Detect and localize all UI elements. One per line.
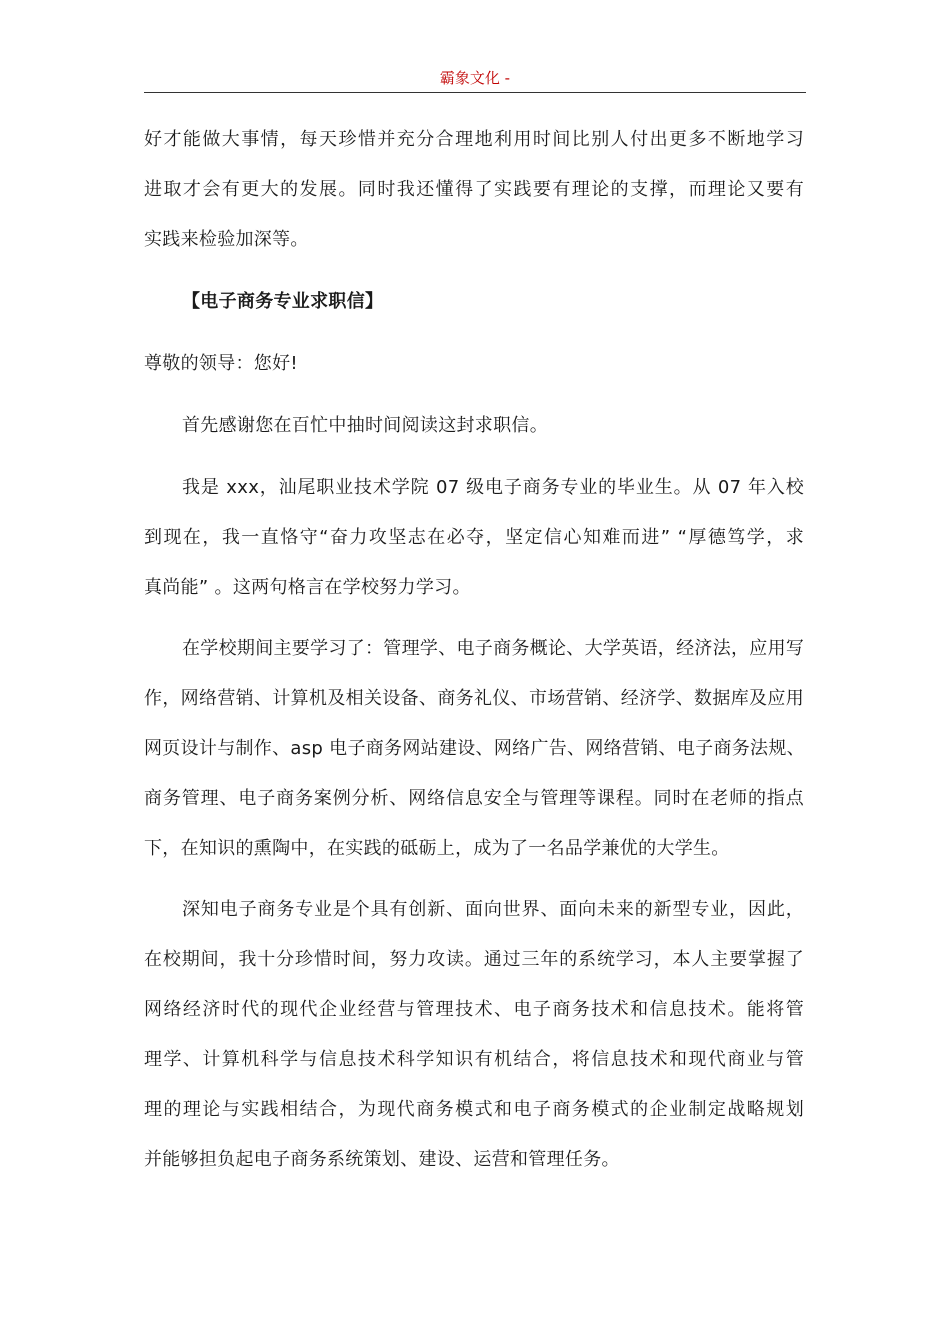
salutation: 尊敬的领导：您好! [144,353,298,374]
paragraph-line: 理的理论与实践相结合，为现代商务模式和电子商务模式的企业制定战略规划 [144,1099,804,1120]
paragraph-line: 作，网络营销、计算机及相关设备、商务礼仪、市场营销、经济学、数据库及应用 [144,688,804,709]
paragraph-line: 网络经济时代的现代企业经营与管理技术、电子商务技术和信息技术。能将管 [144,999,804,1020]
paragraph-line: 在学校期间主要学习了：管理学、电子商务概论、大学英语，经济法，应用写 [182,638,805,659]
paragraph-line: 真尚能” 。这两句格言在学校努力学习。 [144,577,471,598]
paragraph-line: 进取才会有更大的发展。同时我还懂得了实践要有理论的支撑，而理论又要有 [144,179,804,200]
header-title: 霸象文化 - [439,69,511,87]
paragraph-line: 网页设计与制作、asp 电子商务网站建设、网络广告、网络营销、电子商务法规、 [144,738,805,759]
paragraph-line: 商务管理、电子商务案例分析、网络信息安全与管理等课程。同时在老师的指点 [144,788,804,809]
page-header [144,68,806,93]
paragraph-line: 并能够担负起电子商务系统策划、建设、运营和管理任务。 [144,1149,620,1170]
paragraph-line: 首先感谢您在百忙中抽时间阅读这封求职信。 [182,415,548,436]
section-heading: 【电子商务专业求职信】 [182,291,384,312]
paragraph-line: 实践来检验加深等。 [144,229,309,250]
paragraph-line: 下，在知识的熏陶中，在实践的砥砺上，成为了一名品学兼优的大学生。 [144,838,730,859]
paragraph-line: 我是 xxx，汕尾职业技术学院 07 级电子商务专业的毕业生。从 07 年入校 [182,477,804,498]
paragraph-line: 到现在，我一直恪守“奋力攻坚志在必夺，坚定信心知难而进” “厚德笃学，求 [144,527,804,548]
paragraph-line: 好才能做大事情，每天珍惜并充分合理地利用时间比别人付出更多不断地学习 [144,129,804,150]
paragraph-line: 深知电子商务专业是个具有创新、面向世界、面向未来的新型专业，因此， [182,899,804,920]
paragraph-line: 在校期间，我十分珍惜时间，努力攻读。通过三年的系统学习，本人主要掌握了 [144,949,804,970]
paragraph-line: 理学、计算机科学与信息技术科学知识有机结合，将信息技术和现代商业与管 [144,1049,804,1070]
